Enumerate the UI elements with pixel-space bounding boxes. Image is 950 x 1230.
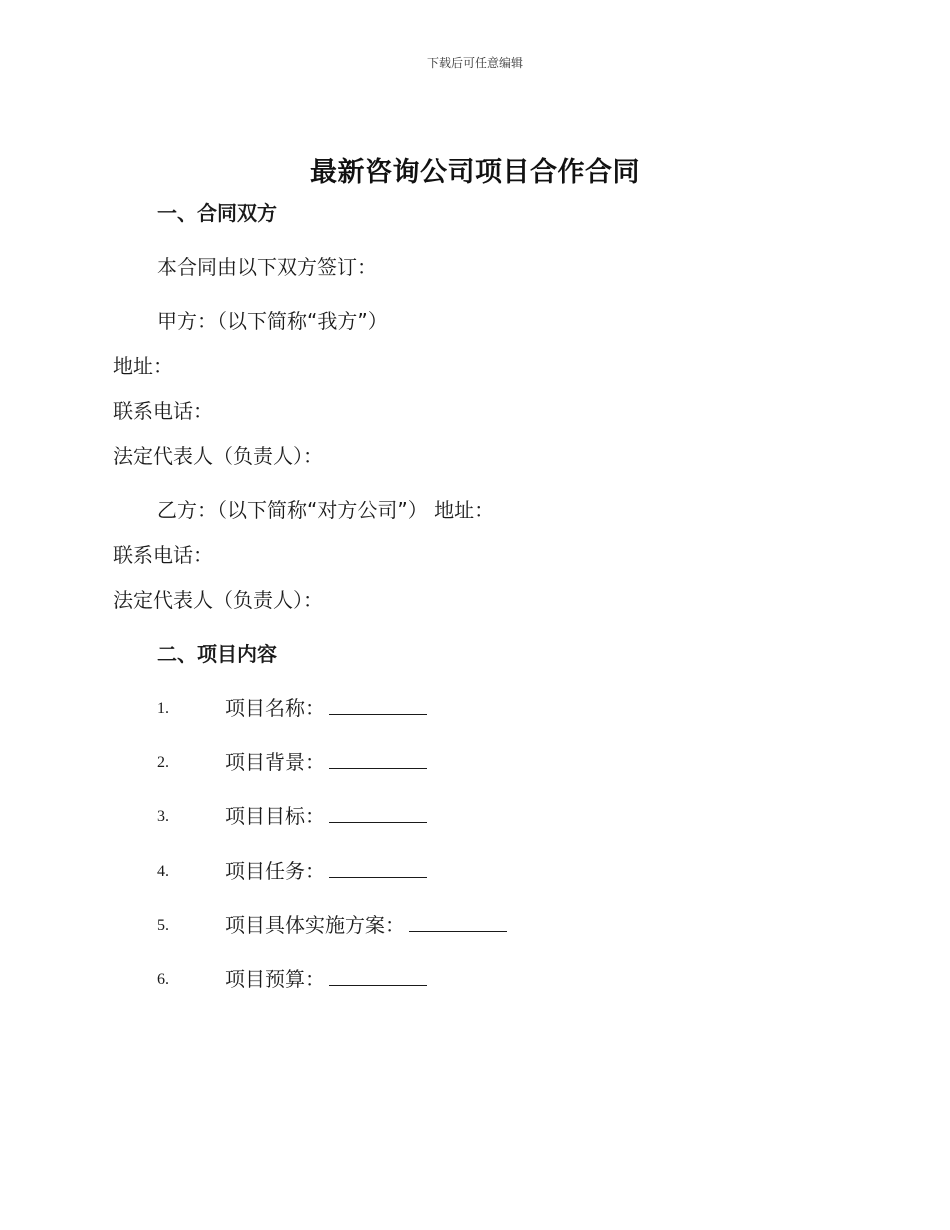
list-text (225, 911, 507, 939)
list-label: 项目预算： (225, 967, 325, 991)
list-text (225, 802, 427, 830)
section1-intro: 本合同由以下双方签订： (157, 255, 377, 279)
list-number: 3. (157, 808, 169, 825)
fill-in-blank[interactable] (409, 913, 507, 932)
header-note: 下载后可任意编辑 (426, 56, 523, 70)
list-number: 4. (157, 863, 169, 880)
list-text (225, 965, 427, 993)
fill-in-blank[interactable] (329, 859, 427, 878)
party-b-legal-rep: 法定代表人（负责人）： (113, 588, 323, 612)
list-label: 项目背景： (225, 750, 325, 774)
fill-in-blank[interactable] (329, 750, 427, 769)
document-title: 最新咨询公司项目合作合同 (310, 157, 640, 188)
section2-heading: 二、项目内容 (157, 642, 277, 666)
list-text (225, 857, 427, 885)
list-label: 项目具体实施方案： (225, 913, 405, 937)
section1-heading: 一、合同双方 (157, 201, 277, 225)
list-number: 2. (157, 754, 169, 771)
list-label: 项目目标： (225, 804, 325, 828)
list-label: 项目名称： (225, 696, 325, 720)
party-a-legal-rep: 法定代表人（负责人）： (113, 444, 323, 468)
list-number: 5. (157, 917, 169, 934)
party-a-line: 甲方：（以下简称“我方”） (157, 309, 388, 333)
fill-in-blank[interactable] (329, 804, 427, 823)
list-text (225, 694, 427, 722)
list-label: 项目任务： (225, 859, 325, 883)
party-a-address: 地址： (113, 354, 173, 378)
list-number: 1. (157, 700, 169, 717)
party-b-phone: 联系电话： (113, 543, 213, 567)
fill-in-blank[interactable] (329, 967, 427, 986)
list-number: 6. (157, 971, 169, 988)
party-a-phone: 联系电话： (113, 399, 213, 423)
party-b-line: 乙方：（以下简称“对方公司”） 地址： (157, 498, 495, 522)
fill-in-blank[interactable] (329, 696, 427, 715)
list-text (225, 748, 427, 776)
